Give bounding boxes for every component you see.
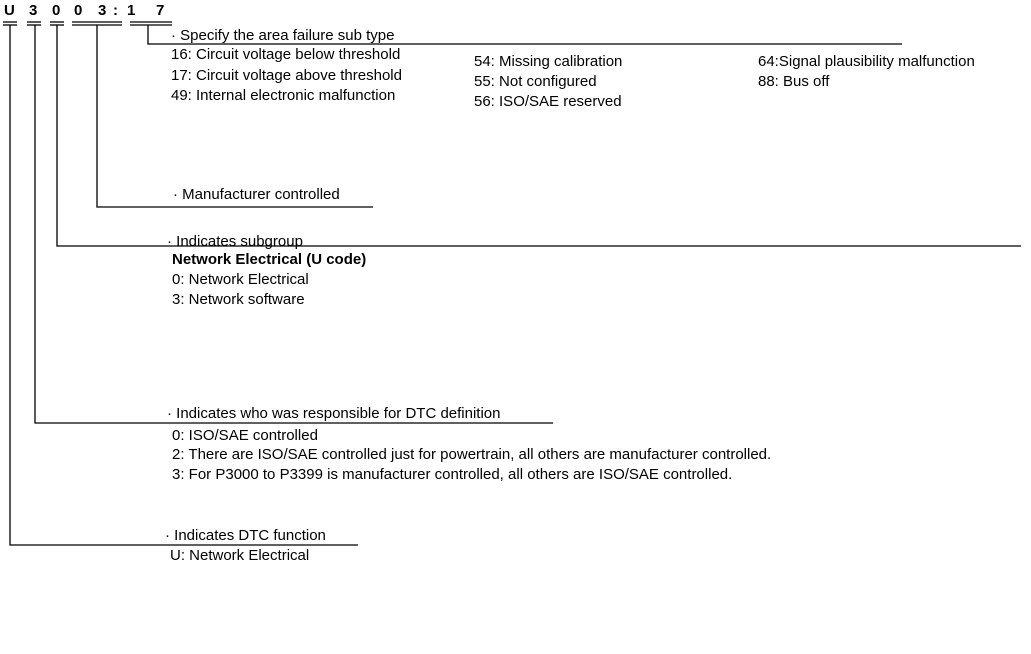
code-char-1: 1 [127,2,136,19]
subgroup-title: · Indicates subgroup [167,233,303,250]
responsible-item: 3: For P3000 to P3399 is manufacturer controlled, all others are ISO/SAE controlled. [172,466,733,483]
function-title: · Indicates DTC function [165,527,326,544]
subgroup-item: 3: Network software [172,291,305,308]
responsible-item: 2: There are ISO/SAE controlled just for powertrain, all others are manufacturer controlled. [172,446,772,463]
manufacturer-title: · Manufacturer controlled [173,186,340,203]
code-char-0: 0 [52,2,61,19]
failure-subtype-item: 56: ISO/SAE reserved [474,93,622,110]
responsible-item: 0: ISO/SAE controlled [172,427,318,444]
failure-subtype-item: 55: Not configured [474,73,597,90]
failure-subtype-title: · Specify the area failure sub type [171,27,395,44]
code-char-7: 7 [156,2,165,19]
responsible-title: · Indicates who was responsible for DTC definition [167,405,501,422]
failure-subtype-item: 54: Missing calibration [474,53,623,70]
code-char-u: U [4,2,15,19]
failure-subtype-item: 49: Internal electronic malfunction [171,87,396,104]
code-char-3b: 3 [98,2,107,19]
failure-subtype-item: 64:Signal plausibility malfunction [758,53,975,70]
code-char-colon: : [113,2,118,19]
code-char-0b: 0 [74,2,83,19]
subgroup-item: 0: Network Electrical [172,271,309,288]
function-item: U: Network Electrical [170,547,310,564]
failure-subtype-item: 88: Bus off [758,73,830,90]
code-char-3: 3 [29,2,38,19]
failure-subtype-item: 16: Circuit voltage below threshold [171,46,401,63]
subgroup-heading: Network Electrical (U code) [172,251,367,268]
failure-subtype-item: 17: Circuit voltage above threshold [171,67,402,84]
